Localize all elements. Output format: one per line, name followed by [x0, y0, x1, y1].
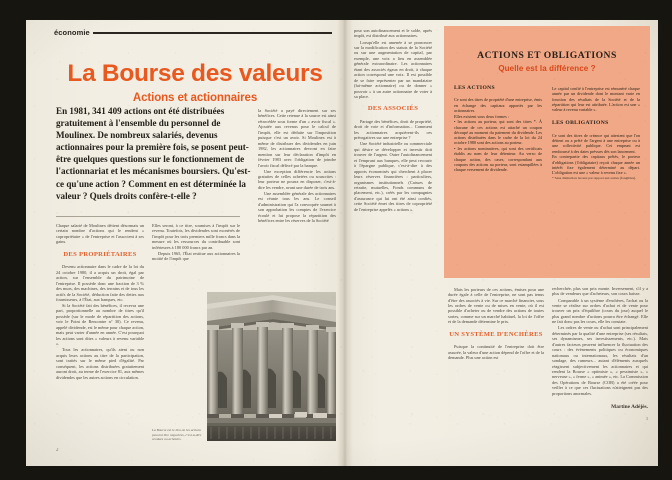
paragraph: • les actions nominatives, qui sont des certificats établis au nom de leur détenteur. Au verso de chaque action, des cases, correspondant aux coupons des actions au porteur, sont estampillées à chaque versement de dividende. [454, 146, 542, 173]
section-heading-associes: DES ASSOCIÉS [367, 105, 419, 113]
scan-border-bottom [0, 466, 672, 480]
section-heading-encheres: UN SYSTÈME D'ENCHÈRES [449, 330, 543, 338]
paragraph: recherchée, plus son prix monte. Inversement, s'il y a plus de vendeurs que d'acheteurs, son cours baisse. [552, 286, 648, 297]
paragraph: la Société a payé directement sur ses bénéfices. Cette retenue à la source est ainsi rétrocédée sous forme d'un « avoir fiscal ». Ajoutée aux revenus pour le calcul de l'impôt, elle est déduite sur l'imposition puisque c'est un avoir. Si Moulinex est à même de distribuer des dividendes en juin 1982, les actionnaires devront en faire mention sur leur déclaration d'impôt en février 1983 avec l'obligation de joindre l'avoir fiscal délivré par la banque. [258, 108, 336, 168]
panel-column-2 [552, 86, 640, 181]
paragraph: • les actions au porteur, qui sont des titres *. À chacune de ces actions est attaché un coupon découpé au moment du paiement du dividende. Les actions distribuées dans le cadre de la loi du 24 octobre 1980 sont des actions au porteur. [454, 119, 542, 146]
panel-heading-obligations: LES OBLIGATIONS [552, 120, 609, 127]
photo-illustration [207, 292, 336, 441]
panel-subtitle: Quelle est la différence ? [498, 64, 596, 73]
paragraph: Tous les actionnaires, qu'ils aient ou non acquis leurs actions au titre de la participation, sont traités sur le même pied d'égalité. Par conséquent, les actions distribuées gratuitement auront droit, au terme de l'exercice 81, aux mêmes dividendes que les autres actions en circulation. [56, 347, 144, 380]
panel-heading-actions: LES ACTIONS [454, 85, 496, 91]
paragraph: Lorsqu'elle est amenée à se prononcer sur la modification des statuts de la Société ou sur une augmentation de capital, par exemple, une voix a lieu en assemblée générale extraordinaire. Les actionnaires étant des associés égaux en droit, à chaque action correspond une voix. Il est possible de se faire représenter par un mandataire (lui-même actionnaire) ou de donner « pouvoir » à un autre actionnaire de voter à sa place. [354, 39, 432, 100]
section-kicker-row [54, 28, 332, 37]
article-byline: Martine Adéjès. [611, 404, 648, 411]
panel-column-1 [454, 86, 542, 173]
column-rule [56, 216, 240, 217]
paragraph: Le capital confié à l'entreprise est rémunéré chaque année par un dividende dont le montant varie en fonction des résultats de la Société et de la répartition qui leur est attribuée. L'action est une « valeur à revenu variable ». [552, 86, 640, 113]
paragraph: Si la Société fait des bénéfices, il recevra une part, proportionnelle au nombre de titres qu'il possède (sur le mode de répartition des actions, voir le Point de Rencontre n° 30). Ce revenu, appelé dividende, est le même pour chaque action, mais peut varier d'année en année. C'est pourquoi les actions sont dites « valeurs à revenu variable ». [56, 303, 144, 347]
paragraph: En contrepartie des capitaux prêtés, le porteur d'obligations (l'obligataire) reçoit chaque année un intérêt fixe également déterminé au départ. L'obligation est une « valeur à revenu fixe ». [552, 154, 640, 176]
folio-left: 2 [56, 448, 59, 453]
paragraph: Partage des bénéfices, droit de propriété, droit de vote et d'information... Comment les actionnaires acquièrent-ils ces prérogatives sur une entreprise ? [354, 118, 432, 141]
paragraph: Elles existent sous deux formes : [454, 113, 510, 119]
kicker-rule [93, 32, 332, 34]
paragraph: Chaque salarié de Moulinex détient désormais un certain nombre d'actions qui le rendent « copropriétaire » de l'entreprise et l'associent à ses gains. [56, 223, 144, 245]
scan-border-right [658, 0, 672, 480]
paragraph: Puisque la continuité de l'entreprise doit être assurée, la valeur d'une action dépend de l'offre et de la demande. Plus une action est [448, 344, 544, 361]
paragraph: Une assemblée générale des actionnaires est réunie tous les ans. Le conseil d'administration qui l'a convoquée soumet à son approbation les comptes de l'exercice écoulé et lui propose la répartition des bénéfices entre les réserves de la Société [258, 190, 336, 224]
paragraph: Ce sont des titres de propriété d'une entreprise, émis en échange des capitaux apportés par les actionnaires. [454, 97, 542, 113]
photo-caption: La Bourse est le lieu où les actions peuvent être négociées, c'est-à-dire vendues ou achetées. [152, 428, 202, 441]
paragraph: Ce sont des titres de créance qui attestent que l'on détient ou a prêté de l'argent à une entreprise ou à une collectivité publique. Cet emprunt est remboursé à des dates prévues dès son lancement. [552, 132, 640, 154]
scan-border-left [0, 0, 26, 480]
section-kicker: économie [54, 28, 90, 37]
paragraph: Elles seront, à ce titre, soumises à l'impôt sur le revenu. Toutefois, les dividendes sont exonérés de l'impôt pour les trois premiers mille francs dans la mesure où les ressources du contribuable sont inférieures à 180 000 francs par an. [152, 223, 240, 250]
paragraph: Une exception différencie les actions gratuites de celles achetées ou souscrites : leur porteur ne pourra en disposer, c'est-à-dire les vendre, avant une durée de trois ans. [258, 168, 336, 190]
panel-footnote: * Sans distinction les uns par rapport aux autres (fongibles). [552, 175, 636, 180]
left-page [26, 20, 344, 466]
panel-title: ACTIONS ET OBLIGATIONS [477, 50, 617, 61]
palais-brongniart-photo [207, 292, 336, 441]
standfirst-intro: En 1981, 341 409 actions ont été distribuées gratuitement à l'ensemble du personnel de Moulinex. De nombreux salariés, devenus actionnaires pour la première fois, se posent peut-être quelques questions sur le fonctionnement de l'actionnariat et les mécanismes boursiers. Qu'est-ce qu'une action ? Comment en est déterminée la valeur ? Quels droits confère-t-elle ? [56, 106, 251, 201]
body-column-4 [354, 28, 432, 213]
scan-border-top [0, 0, 672, 20]
paragraph: Mais les porteurs de ces actions, émises pour une durée égale à celle de l'entreprise, ne sont pas tenus d'être des associés à vie. Sur ce marché financier, sous les ordres de vente ou de mises en vente, où il est possible d'acheter ou de vendre des actions de toutes sortes, comme sur un marché habituel, la loi de l'offre et de la demande détermine le prix. [448, 286, 544, 325]
paragraph: pour son autofinancement et le solde, après impôt, est distribué aux actionnaires. [354, 28, 432, 39]
section-heading-proprietaires: DES PROPRIÉTAIRES [63, 250, 137, 258]
paper-surface [26, 20, 658, 466]
paragraph: Les ordres de vente ou d'achat sont principalement déterminés par la qualité d'une entreprise (ses résultats, ses dynamismes, ses investissements, etc.). Mais d'autres facteurs peuvent influencer la fluctuation des cours : des évènements politiques ou économiques nationaux ou internationaux, les résultats d'un sondage, des rumeurs... autant d'éléments auxquels réagissent subjectivement les actionnaires et qui rendent la Bourse « optimiste », « pessimiste », « nerveuse », « ferme », « animée », etc. La Commission des Opérations de Bourse (COB) a été créée pour veiller à ce que ces fluctuations n'atteignent pas des proportions anormales. [552, 325, 648, 396]
body-column-6 [552, 286, 648, 421]
body-column-5 [448, 286, 544, 361]
right-page [348, 20, 658, 466]
body-column-1 [56, 223, 144, 381]
paragraph: Depuis 1965, l'État restitue aux actionnaires la moitié de l'impôt que [152, 250, 240, 262]
paragraph: Devenu actionnaire dans le cadre de la loi du 24 octobre 1980, il a acquis un droit, égal par action, sur l'ensemble du patrimoine de l'entreprise. Il possède donc une fraction de 3 % des murs, des machines, des terrains et de tous les actifs de la Société, déduction faite des dettes aux fournisseurs, à l'État, aux banques, etc. [56, 264, 144, 302]
page-subtitle: Actions et actionnaires [132, 91, 258, 104]
body-column-3 [258, 108, 336, 224]
body-column-2 [152, 223, 240, 262]
paragraph: Une Société industrielle ou commerciale qui désire se développer et investir doit trouver de l'argent. Outre l'autofinancement et l'emprunt aux banques, elle peut recourir à l'épargne publique, c'est-à-dire à des apports économisés qui cherchent à placer leurs réserves financières : particuliers, organismes institutionnels (Caisses de retraite, mutuelles, Fonds communs de placement, etc.), créés par les compagnies d'assurance qui lui ont été ainsi confiés, cette Société émet des titres de copropriété de l'entreprise appelés « actions ». [354, 141, 432, 212]
folio-right: 3 [645, 415, 648, 421]
page-title: La Bourse des valeurs [67, 60, 323, 88]
paragraph: Comparable à un système d'enchères, l'achat ou la vente se réalise sur ordres d'achat et de vente pour trouver un prix d'équilibre (cours du jour) auquel le plus grand nombre d'actions pourra être échangé. Elle ne fait donc pas les cours, elle les constate. [552, 297, 648, 325]
sidebar-panel-actions-obligations [444, 26, 650, 278]
